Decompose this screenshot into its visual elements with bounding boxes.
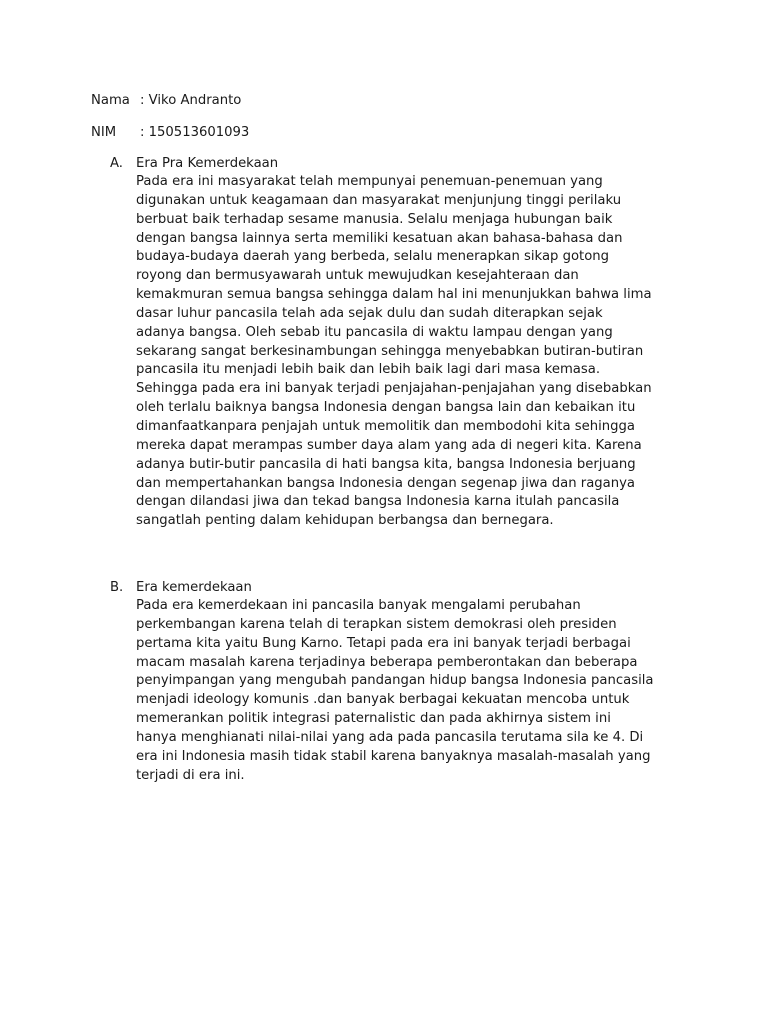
- section-body: [136, 173, 710, 531]
- paragraph-line: dan mempertahankan bangsa Indonesia dengan segenap jiwa dan raganya: [136, 475, 635, 491]
- paragraph-line: era ini Indonesia masih tidak stabil karena banyaknya masalah-masalah yang: [136, 748, 651, 764]
- nim-field-row: [91, 124, 249, 142]
- paragraph-line: oleh terlalu baiknya bangsa Indonesia dengan bangsa lain dan kebaikan itu: [136, 400, 636, 416]
- paragraph-line: sangatlah penting dalam kehidupan berbangsa dan bernegara.: [136, 513, 554, 529]
- section-era-pra-kemerdekaan: [110, 155, 710, 531]
- paragraph-line: berbuat baik terhadap sesame manusia. Selalu menjaga hubungan baik: [136, 211, 613, 227]
- name-label: Nama: [91, 93, 130, 108]
- name-value: : Viko Andranto: [140, 93, 242, 108]
- paragraph-line: dengan bangsa lainnya serta memiliki kesatuan akan bahasa-bahasa dan: [136, 230, 623, 246]
- name-field-row: [91, 92, 241, 110]
- paragraph-line: perkembangan karena telah di terapkan sistem demokrasi oleh presiden: [136, 616, 617, 632]
- paragraph-line: memerankan politik integrasi paternalistic dan pada akhirnya sistem ini: [136, 711, 611, 727]
- paragraph-line: Sehingga pada era ini banyak terjadi penjajahan-penjajahan yang disebabkan: [136, 381, 652, 397]
- paragraph-line: adanya butir-butir pancasila di hati bangsa kita, bangsa Indonesia berjuang: [136, 456, 636, 472]
- paragraph-line: royong dan bermusyawarah untuk mewujudkan kesejahteraan dan: [136, 268, 579, 284]
- section-marker: B.: [110, 580, 124, 595]
- paragraph-line: pancasila itu menjadi lebih baik dan lebih baik lagi dari masa kemasa.: [136, 362, 601, 378]
- nim-value: : 150513601093: [140, 125, 250, 140]
- section-title: Era kemerdekaan: [136, 580, 252, 595]
- section-era-kemerdekaan: [110, 579, 710, 785]
- paragraph-line: hanya menghianati nilai-nilai yang ada pada pancasila terutama sila ke 4. Di: [136, 729, 644, 745]
- paragraph-line: budaya-budaya daerah yang berbeda, selalu menerapkan sikap gotong: [136, 249, 610, 265]
- paragraph-line: penyimpangan yang mengubah pandangan hidup bangsa Indonesia pancasila: [136, 673, 654, 689]
- paragraph-line: Pada era kemerdekaan ini pancasila banyak mengalami perubahan: [136, 598, 581, 613]
- section-heading: [110, 155, 710, 173]
- paragraph-line: dimanfaatkanpara penjajah untuk memolitik dan membodohi kita sehingga: [136, 418, 635, 434]
- paragraph-line: digunakan untuk keagamaan dan masyarakat menjunjung tinggi perilaku: [136, 192, 622, 208]
- paragraph-line: terjadi di era ini.: [136, 767, 245, 783]
- section-marker: A.: [110, 156, 123, 171]
- section-heading: [110, 579, 710, 597]
- paragraph-line: adanya bangsa. Oleh sebab itu pancasila di waktu lampau dengan yang: [136, 324, 613, 340]
- section-body: [136, 597, 710, 785]
- paragraph-line: dengan dilandasi jiwa dan tekad bangsa Indonesia karna itulah pancasila: [136, 494, 620, 510]
- paragraph-line: sekarang sangat berkesinambungan sehingga menyebabkan butiran-butiran: [136, 343, 644, 359]
- paragraph-line: macam masalah karena terjadinya beberapa pemberontakan dan beberapa: [136, 654, 638, 670]
- paragraph-line: Pada era ini masyarakat telah mempunyai penemuan-penemuan yang: [136, 174, 603, 189]
- paragraph-line: dasar luhur pancasila telah ada sejak dulu dan sudah diterapkan sejak: [136, 305, 603, 321]
- paragraph-line: kemakmuran semua bangsa sehingga dalam hal ini menunjukkan bahwa lima: [136, 287, 652, 303]
- paragraph-line: pertama kita yaitu Bung Karno. Tetapi pada era ini banyak terjadi berbagai: [136, 635, 631, 651]
- paragraph-line: mereka dapat merampas sumber daya alam yang ada di negeri kita. Karena: [136, 437, 642, 453]
- paragraph-line: menjadi ideology komunis .dan banyak berbagai kekuatan mencoba untuk: [136, 692, 630, 708]
- nim-label: NIM: [91, 125, 117, 140]
- section-title: Era Pra Kemerdekaan: [136, 156, 279, 171]
